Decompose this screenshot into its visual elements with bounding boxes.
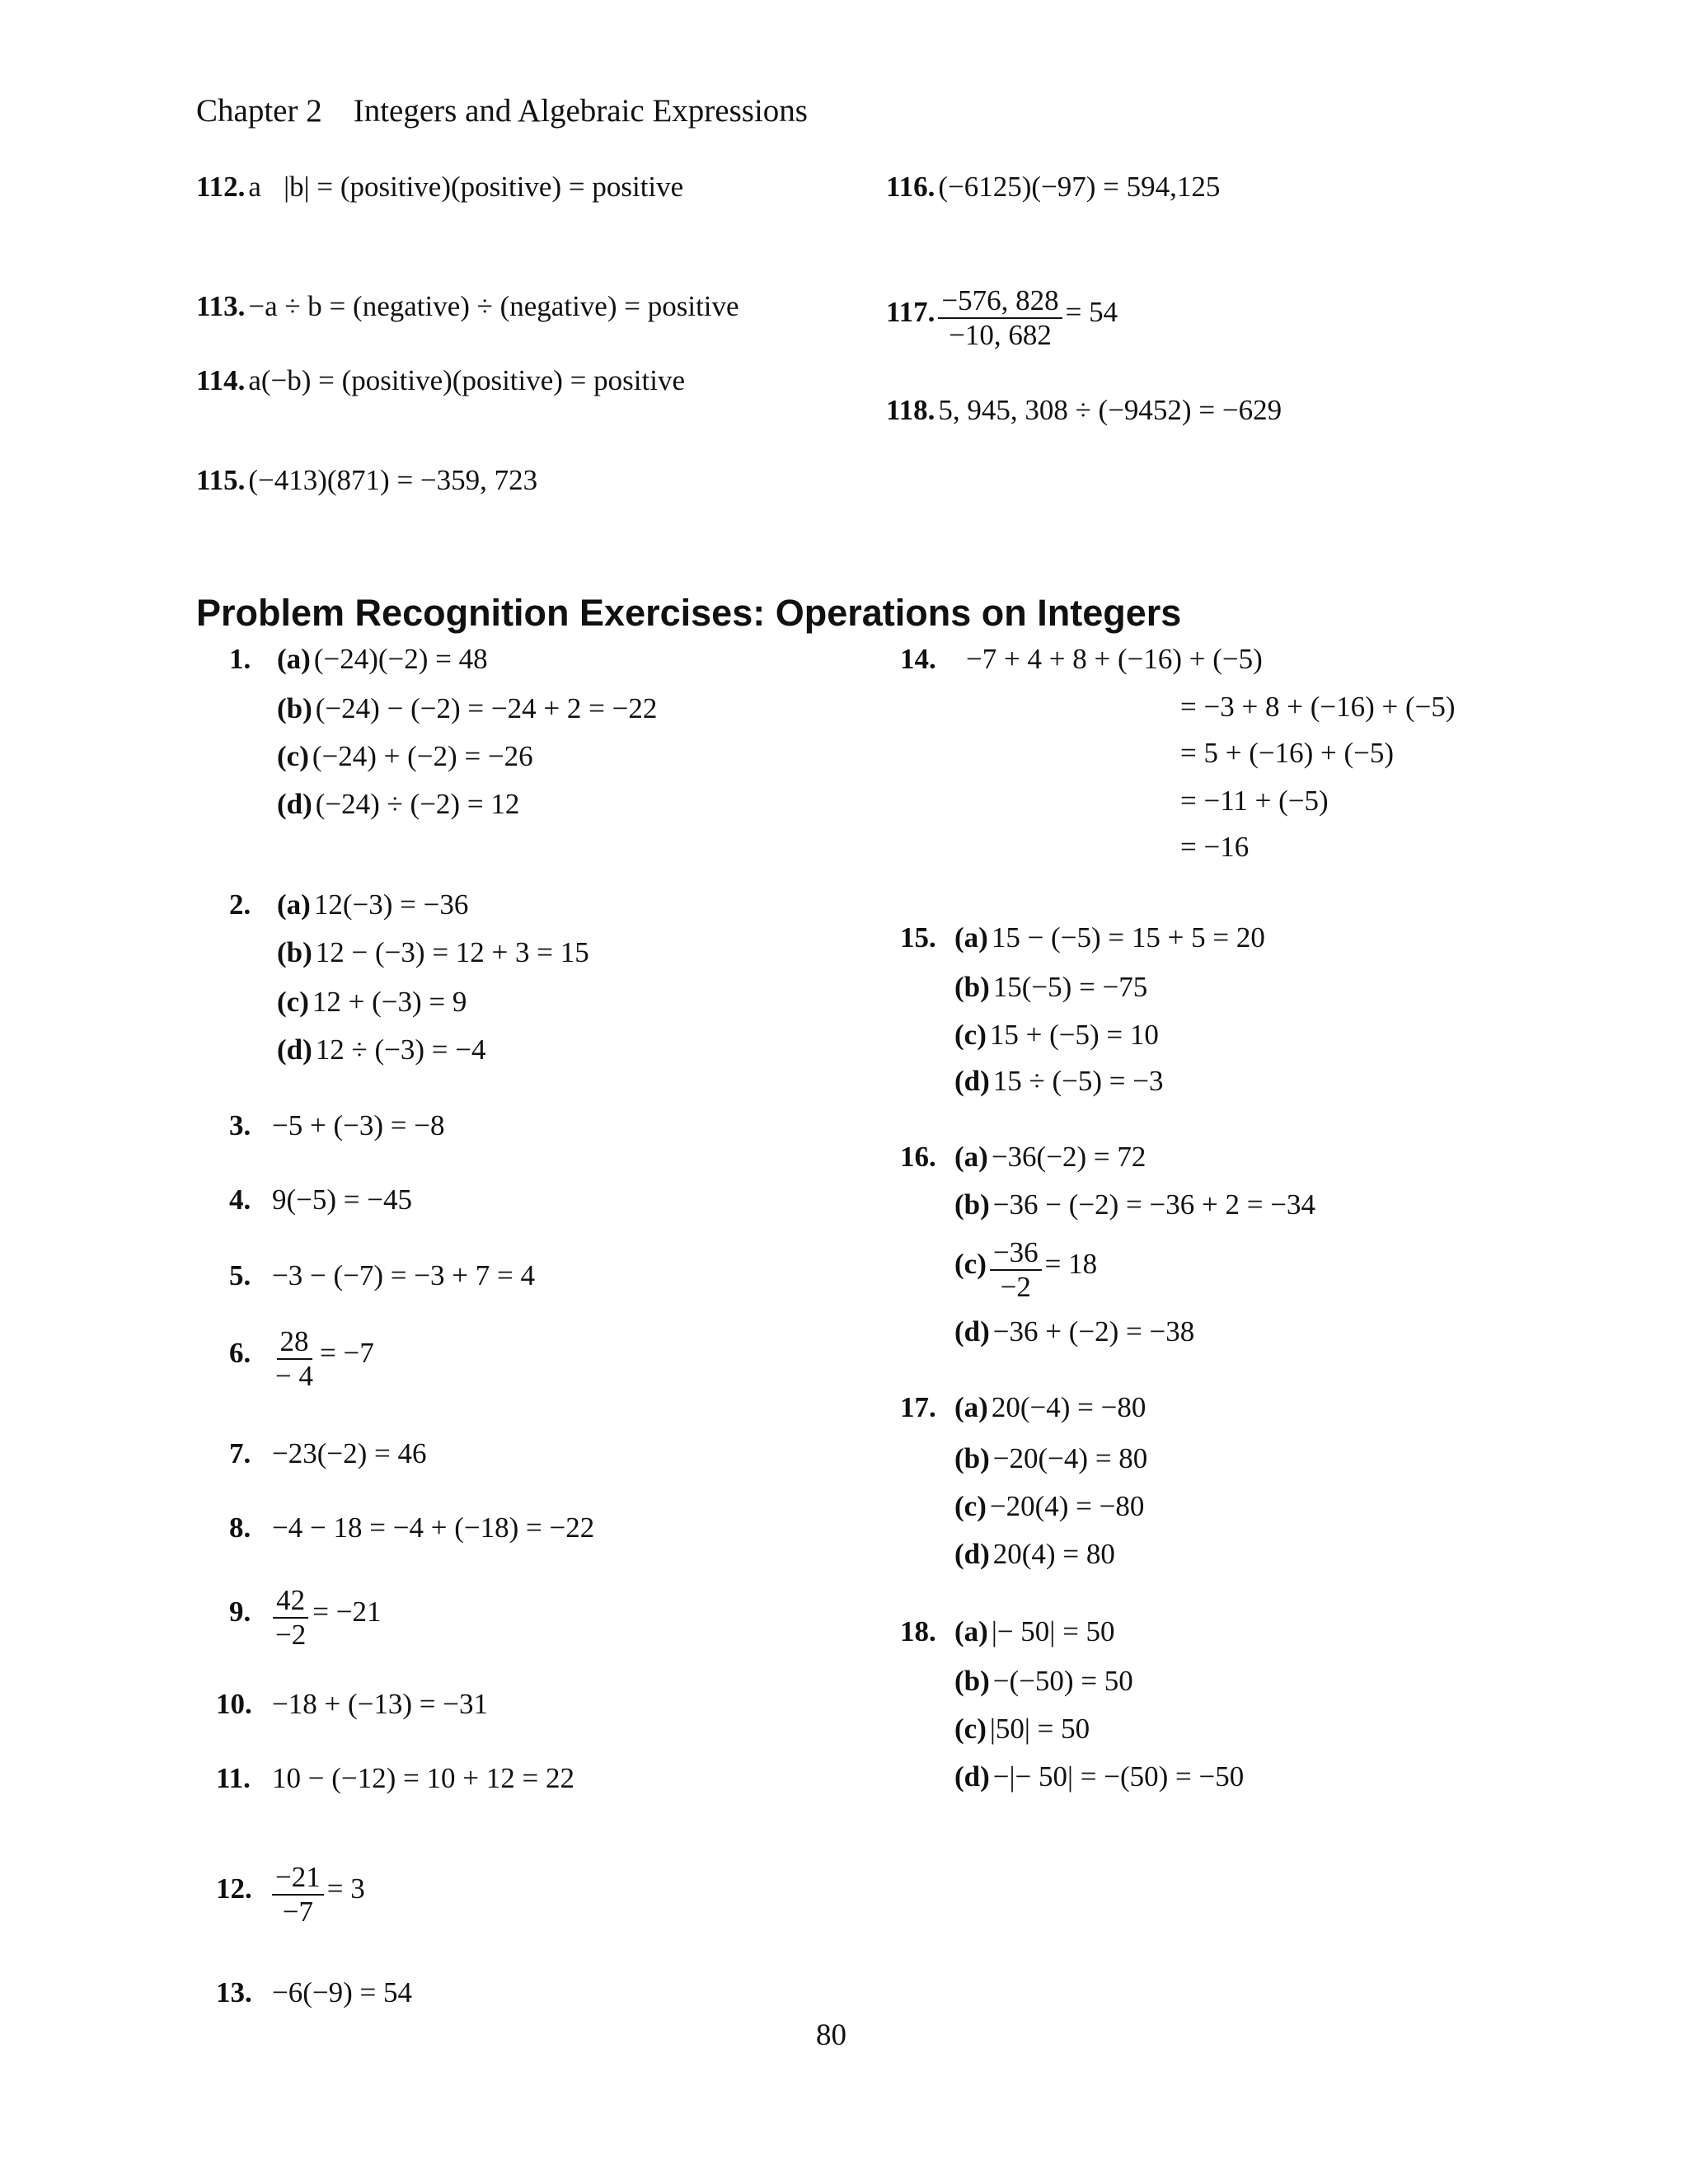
problem-15-part-d — [954, 1065, 1164, 1098]
part-label-b: (b) — [954, 971, 990, 1003]
problem-4 — [229, 1183, 412, 1216]
problem-17-part-b — [954, 1442, 1147, 1475]
part-a: 20(−4) = −80 — [991, 1391, 1146, 1423]
problem-15-part-b — [954, 971, 1147, 1004]
problem-115 — [196, 464, 537, 497]
part-d: (−24) ÷ (−2) = 12 — [315, 788, 520, 820]
problem-113 — [196, 290, 739, 323]
chapter-title: Integers and Algebraic Expressions — [353, 93, 808, 129]
problem-number: 6. — [229, 1336, 251, 1369]
problem-number: 12. — [216, 1872, 252, 1905]
problem-2 — [229, 888, 468, 921]
problem-number: 1. — [229, 643, 251, 675]
fraction-numerator: −21 — [272, 1861, 324, 1896]
problem-number: 2. — [229, 888, 251, 921]
part-label-d: (d) — [954, 1760, 990, 1793]
problem-number: 5. — [229, 1259, 251, 1291]
problem-13 — [216, 1976, 412, 2009]
part-label-b: (b) — [954, 1442, 990, 1474]
problem-number: 115. — [196, 464, 246, 496]
problem-6 — [229, 1325, 374, 1394]
step-line: = −3 + 8 + (−16) + (−5) — [1180, 691, 1456, 723]
problem-9 — [229, 1584, 381, 1652]
part-label-c: (c) — [954, 1247, 987, 1280]
part-label-c: (c) — [954, 1019, 987, 1051]
problem-18-part-b — [954, 1665, 1133, 1698]
problem-number: 15. — [900, 921, 936, 954]
problem-17-part-d — [954, 1538, 1115, 1571]
fraction-numerator: 28 — [277, 1325, 312, 1360]
problem-expression: 5, 945, 308 ÷ (−9452) = −629 — [938, 394, 1282, 426]
problem-18-part-c — [954, 1713, 1090, 1746]
problem-expression: −7 + 4 + 8 + (−16) + (−5) — [966, 643, 1263, 675]
part-c: 15 + (−5) = 10 — [989, 1019, 1159, 1051]
problem-1-part-b — [277, 692, 657, 725]
part-label-b: (b) — [277, 936, 312, 968]
part-c: (−24) + (−2) = −26 — [312, 740, 533, 772]
problem-number: 4. — [229, 1183, 251, 1216]
problem-8 — [229, 1511, 594, 1544]
problem-number: 7. — [229, 1437, 251, 1469]
part-label-d: (d) — [277, 1033, 312, 1066]
fraction-result: = 3 — [326, 1872, 365, 1905]
problem-number: 116. — [886, 171, 935, 203]
problem-18 — [900, 1615, 1115, 1648]
problem-number: 11. — [216, 1762, 251, 1794]
part-label-a: (a) — [954, 1615, 988, 1647]
problem-10 — [216, 1688, 488, 1721]
problem-number: 16. — [900, 1141, 936, 1173]
problem-expression: −3 − (−7) = −3 + 7 = 4 — [272, 1259, 535, 1291]
problem-1-part-d — [277, 788, 519, 821]
problem-15 — [900, 921, 1265, 954]
part-label-c: (c) — [954, 1490, 987, 1522]
problem-number: 18. — [900, 1615, 936, 1647]
fraction-result: = 18 — [1044, 1247, 1098, 1280]
part-label-a: (a) — [954, 1391, 988, 1423]
fraction-denominator: −7 — [282, 1896, 313, 1929]
fraction — [272, 1861, 324, 1929]
chapter-label: Chapter 2 — [196, 93, 322, 129]
problem-16-part-b — [954, 1188, 1315, 1221]
part-label-b: (b) — [954, 1665, 990, 1697]
part-label-c: (c) — [277, 740, 309, 772]
fraction-result: = 54 — [1065, 295, 1118, 328]
part-a: (−24)(−2) = 48 — [313, 643, 488, 675]
problem-number: 10. — [216, 1688, 252, 1720]
problem-16 — [900, 1141, 1146, 1174]
part-b: −(−50) = 50 — [992, 1665, 1133, 1697]
page-number: 80 — [816, 2018, 846, 2052]
problem-number: 118. — [886, 394, 935, 426]
part-label-a: (a) — [954, 1141, 988, 1173]
part-a: 15 − (−5) = 15 + 5 = 20 — [991, 921, 1265, 954]
part-label-d: (d) — [954, 1538, 990, 1570]
problem-expression: −18 + (−13) = −31 — [272, 1688, 489, 1720]
section-title: Problem Recognition Exercises: Operations on Integers — [196, 592, 1182, 634]
problem-16-part-c — [954, 1236, 1097, 1305]
problem-number: 14. — [900, 643, 936, 675]
part-c: |50| = 50 — [989, 1713, 1090, 1745]
problem-7 — [229, 1437, 427, 1470]
problem-expression: −a ÷ b = (negative) ÷ (negative) = positive — [248, 290, 739, 322]
problem-17 — [900, 1391, 1146, 1424]
problem-114 — [196, 364, 685, 397]
part-label-d: (d) — [954, 1315, 990, 1347]
fraction-numerator: −576, 828 — [938, 284, 1062, 319]
part-d: 15 ÷ (−5) = −3 — [992, 1065, 1164, 1097]
part-label-a: (a) — [954, 921, 988, 954]
problem-number: 113. — [196, 290, 246, 322]
problem-3 — [229, 1109, 445, 1142]
part-d: 20(4) = 80 — [992, 1538, 1115, 1570]
problem-1 — [229, 643, 488, 676]
fraction-denominator: − 4 — [275, 1360, 313, 1393]
part-b: −20(−4) = 80 — [992, 1442, 1148, 1474]
part-c: 12 + (−3) = 9 — [312, 986, 467, 1018]
problem-17-part-c — [954, 1490, 1144, 1523]
problem-15-part-c — [954, 1019, 1159, 1052]
part-label-c: (c) — [277, 986, 309, 1018]
problem-expression: 10 − (−12) = 10 + 12 = 22 — [272, 1762, 575, 1794]
problem-1-part-c — [277, 740, 533, 773]
problem-number: 8. — [229, 1511, 251, 1544]
problem-2-part-b — [277, 936, 589, 969]
problem-expression: (−6125)(−97) = 594,125 — [938, 171, 1221, 203]
fraction-numerator: 42 — [273, 1584, 308, 1619]
problem-expression: −23(−2) = 46 — [272, 1437, 427, 1469]
fraction-result: = −7 — [320, 1336, 374, 1369]
problem-number: 114. — [196, 364, 246, 396]
step-line: = −16 — [1180, 831, 1250, 863]
step-line: = 5 + (−16) + (−5) — [1180, 737, 1395, 769]
part-d: 12 ÷ (−3) = −4 — [315, 1033, 486, 1066]
problem-16-part-d — [954, 1315, 1194, 1348]
fraction — [990, 1236, 1042, 1305]
part-label-d: (d) — [954, 1065, 990, 1097]
problem-118 — [886, 394, 1282, 427]
fraction-result: = −21 — [312, 1595, 382, 1628]
fraction-denominator: −2 — [1000, 1271, 1031, 1304]
part-a: 12(−3) = −36 — [313, 888, 469, 921]
part-label-c: (c) — [954, 1713, 987, 1745]
part-b: 15(−5) = −75 — [992, 971, 1148, 1003]
problem-number: 117. — [886, 295, 935, 328]
problem-number: 112. — [196, 171, 246, 203]
part-d: −|− 50| = −(50) = −50 — [992, 1760, 1245, 1793]
part-b: −36 − (−2) = −36 + 2 = −34 — [992, 1188, 1316, 1221]
part-b: (−24) − (−2) = −24 + 2 = −22 — [315, 692, 658, 724]
problem-2-part-c — [277, 986, 467, 1019]
problem-11 — [216, 1762, 574, 1795]
problem-expression: −6(−9) = 54 — [272, 1976, 413, 2008]
part-b: 12 − (−3) = 12 + 3 = 15 — [315, 936, 589, 968]
problem-number: 17. — [900, 1391, 936, 1423]
problem-117 — [886, 284, 1118, 353]
problem-number: 9. — [229, 1595, 251, 1628]
problem-expression: a(−b) = (positive)(positive) = positive — [248, 364, 685, 396]
part-c: −20(4) = −80 — [989, 1490, 1145, 1522]
fraction — [938, 284, 1062, 353]
problem-116 — [886, 171, 1220, 204]
part-label-b: (b) — [954, 1188, 990, 1221]
problem-expression: (−413)(871) = −359, 723 — [248, 464, 538, 496]
step-line: = −11 + (−5) — [1180, 785, 1329, 817]
problem-12 — [216, 1861, 365, 1929]
part-label-a: (a) — [277, 643, 311, 675]
part-label-a: (a) — [277, 888, 311, 921]
problem-number: 13. — [216, 1976, 252, 2008]
fraction-denominator: −2 — [275, 1619, 307, 1652]
part-label-d: (d) — [277, 788, 312, 820]
problem-18-part-d — [954, 1760, 1244, 1793]
fraction — [272, 1584, 309, 1652]
part-label-b: (b) — [277, 692, 312, 724]
part-a: −36(−2) = 72 — [991, 1141, 1146, 1173]
fraction-numerator: −36 — [990, 1236, 1042, 1271]
problem-expression: 9(−5) = −45 — [272, 1183, 413, 1216]
part-d: −36 + (−2) = −38 — [992, 1315, 1195, 1347]
problem-14 — [900, 643, 1263, 676]
part-a: |− 50| = 50 — [991, 1615, 1115, 1647]
page-header — [196, 92, 808, 129]
problem-expression: −4 − 18 = −4 + (−18) = −22 — [272, 1511, 595, 1544]
problem-expression: −5 + (−3) = −8 — [272, 1109, 445, 1141]
problem-2-part-d — [277, 1033, 486, 1066]
problem-5 — [229, 1259, 535, 1292]
problem-112 — [196, 171, 683, 204]
problem-expression: a⃞|b| = (positive)(positive) = positive — [248, 171, 684, 203]
problem-number: 3. — [229, 1109, 251, 1141]
fraction — [272, 1325, 316, 1394]
fraction-denominator: −10, 682 — [949, 319, 1052, 352]
